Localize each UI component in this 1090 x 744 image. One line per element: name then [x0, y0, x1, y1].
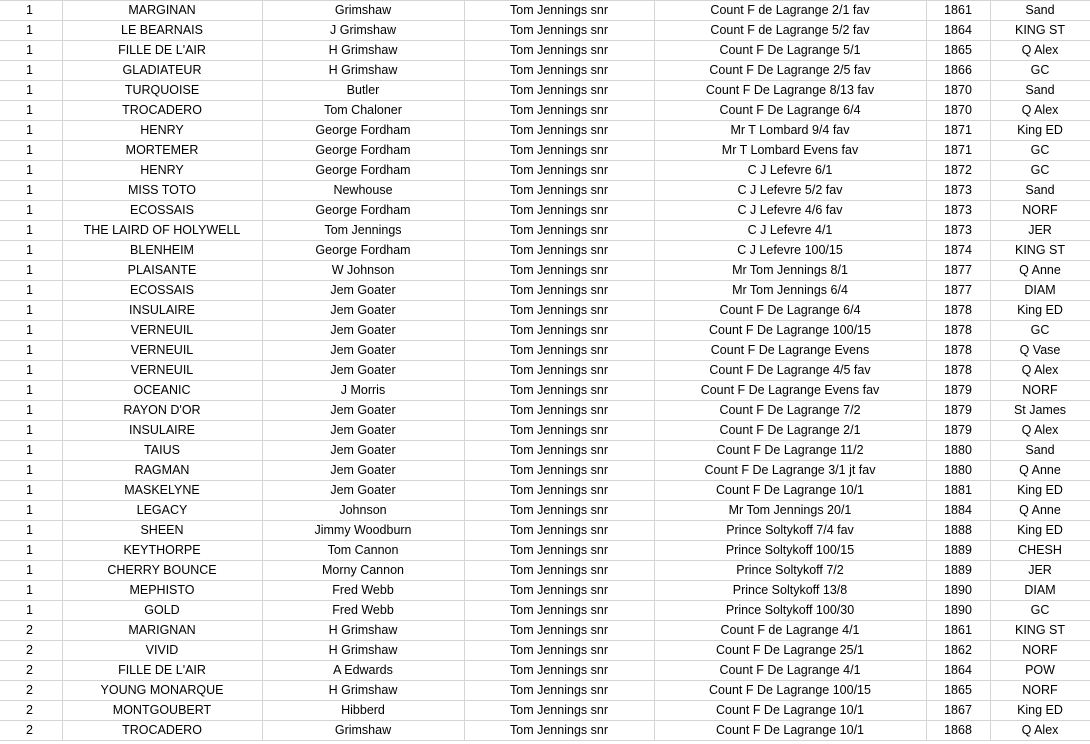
jockey-cell[interactable]: Jem Goater — [262, 401, 464, 421]
trainer-cell[interactable]: Tom Jennings snr — [464, 701, 654, 721]
position-cell[interactable]: 1 — [0, 361, 62, 381]
trainer-cell[interactable]: Tom Jennings snr — [464, 421, 654, 441]
position-cell[interactable]: 1 — [0, 1, 62, 21]
race-cell[interactable]: Q Alex — [990, 361, 1090, 381]
table-row — [0, 621, 1090, 641]
year-cell[interactable]: 1890 — [926, 581, 990, 601]
year-cell[interactable]: 1867 — [926, 701, 990, 721]
jockey-cell[interactable]: J Grimshaw — [262, 21, 464, 41]
jockey-cell[interactable]: Jem Goater — [262, 321, 464, 341]
year-cell[interactable]: 1880 — [926, 441, 990, 461]
table-row — [0, 101, 1090, 121]
trainer-cell[interactable]: Tom Jennings snr — [464, 121, 654, 141]
horse-cell[interactable]: FILLE DE L'AIR — [62, 41, 262, 61]
race-cell[interactable]: Q Alex — [990, 721, 1090, 741]
owner-odds-cell[interactable]: Prince Soltykoff 100/15 — [654, 541, 926, 561]
year-cell[interactable]: 1862 — [926, 641, 990, 661]
year-cell[interactable]: 1864 — [926, 21, 990, 41]
owner-odds-cell[interactable]: C J Lefevre 100/15 — [654, 241, 926, 261]
jockey-cell[interactable]: George Fordham — [262, 241, 464, 261]
owner-odds-cell[interactable]: Mr Tom Jennings 20/1 — [654, 501, 926, 521]
trainer-cell[interactable]: Tom Jennings snr — [464, 681, 654, 701]
jockey-cell[interactable]: Johnson — [262, 501, 464, 521]
trainer-cell[interactable]: Tom Jennings snr — [464, 101, 654, 121]
horse-cell[interactable]: RAYON D'OR — [62, 401, 262, 421]
race-cell[interactable]: POW — [990, 661, 1090, 681]
horse-cell[interactable]: CHERRY BOUNCE — [62, 561, 262, 581]
year-cell[interactable]: 1865 — [926, 681, 990, 701]
owner-odds-cell[interactable]: Count F De Lagrange 25/1 — [654, 641, 926, 661]
year-cell[interactable]: 1872 — [926, 161, 990, 181]
position-cell[interactable]: 1 — [0, 141, 62, 161]
race-cell[interactable]: Sand — [990, 181, 1090, 201]
trainer-cell[interactable]: Tom Jennings snr — [464, 41, 654, 61]
position-cell[interactable]: 1 — [0, 321, 62, 341]
owner-odds-cell[interactable]: Count F De Lagrange 10/1 — [654, 721, 926, 741]
trainer-cell[interactable]: Tom Jennings snr — [464, 401, 654, 421]
year-cell[interactable]: 1871 — [926, 141, 990, 161]
year-cell[interactable]: 1870 — [926, 101, 990, 121]
table-row — [0, 41, 1090, 61]
trainer-cell[interactable]: Tom Jennings snr — [464, 321, 654, 341]
table-row — [0, 421, 1090, 441]
year-cell[interactable]: 1873 — [926, 221, 990, 241]
owner-odds-cell[interactable]: Count F De Lagrange 2/5 fav — [654, 61, 926, 81]
trainer-cell[interactable]: Tom Jennings snr — [464, 561, 654, 581]
horse-cell[interactable]: VERNEUIL — [62, 321, 262, 341]
jockey-cell[interactable]: Jem Goater — [262, 281, 464, 301]
position-cell[interactable]: 1 — [0, 161, 62, 181]
horse-cell[interactable]: VERNEUIL — [62, 361, 262, 381]
jockey-cell[interactable]: George Fordham — [262, 121, 464, 141]
position-cell[interactable]: 1 — [0, 301, 62, 321]
table-row — [0, 561, 1090, 581]
position-cell[interactable]: 1 — [0, 61, 62, 81]
owner-odds-cell[interactable]: Count F De Lagrange 100/15 — [654, 681, 926, 701]
trainer-cell[interactable]: Tom Jennings snr — [464, 221, 654, 241]
position-cell[interactable]: 1 — [0, 581, 62, 601]
table-row — [0, 241, 1090, 261]
position-cell[interactable]: 1 — [0, 221, 62, 241]
trainer-cell[interactable]: Tom Jennings snr — [464, 461, 654, 481]
position-cell[interactable]: 1 — [0, 21, 62, 41]
horse-cell[interactable]: TROCADERO — [62, 101, 262, 121]
position-cell[interactable]: 1 — [0, 381, 62, 401]
owner-odds-cell[interactable]: Mr T Lombard 9/4 fav — [654, 121, 926, 141]
position-cell[interactable]: 1 — [0, 561, 62, 581]
race-cell[interactable]: KING ST — [990, 21, 1090, 41]
table-row — [0, 441, 1090, 461]
race-cell[interactable]: Q Alex — [990, 101, 1090, 121]
trainer-cell[interactable]: Tom Jennings snr — [464, 641, 654, 661]
table-row — [0, 721, 1090, 741]
position-cell[interactable]: 1 — [0, 341, 62, 361]
horse-cell[interactable]: MARGINAN — [62, 1, 262, 21]
race-cell[interactable]: DIAM — [990, 581, 1090, 601]
table-row — [0, 81, 1090, 101]
owner-odds-cell[interactable]: Count F De Lagrange 5/1 — [654, 41, 926, 61]
year-cell[interactable]: 1881 — [926, 481, 990, 501]
owner-odds-cell[interactable]: C J Lefevre 4/1 — [654, 221, 926, 241]
table-row — [0, 321, 1090, 341]
owner-odds-cell[interactable]: Mr Tom Jennings 6/4 — [654, 281, 926, 301]
owner-odds-cell[interactable]: Count F de Lagrange 4/1 — [654, 621, 926, 641]
trainer-cell[interactable]: Tom Jennings snr — [464, 601, 654, 621]
table-row — [0, 641, 1090, 661]
year-cell[interactable]: 1880 — [926, 461, 990, 481]
table-row — [0, 1, 1090, 21]
race-cell[interactable]: Q Anne — [990, 261, 1090, 281]
trainer-cell[interactable]: Tom Jennings snr — [464, 361, 654, 381]
horse-cell[interactable]: TROCADERO — [62, 721, 262, 741]
trainer-cell[interactable]: Tom Jennings snr — [464, 301, 654, 321]
owner-odds-cell[interactable]: Count F De Lagrange 8/13 fav — [654, 81, 926, 101]
horse-cell[interactable]: MEPHISTO — [62, 581, 262, 601]
owner-odds-cell[interactable]: Count F De Lagrange 4/1 — [654, 661, 926, 681]
jockey-cell[interactable]: George Fordham — [262, 141, 464, 161]
jockey-cell[interactable]: Jimmy Woodburn — [262, 521, 464, 541]
owner-odds-cell[interactable]: C J Lefevre 6/1 — [654, 161, 926, 181]
horse-cell[interactable]: MARIGNAN — [62, 621, 262, 641]
owner-odds-cell[interactable]: C J Lefevre 4/6 fav — [654, 201, 926, 221]
year-cell[interactable]: 1871 — [926, 121, 990, 141]
year-cell[interactable]: 1861 — [926, 621, 990, 641]
horse-cell[interactable]: VERNEUIL — [62, 341, 262, 361]
position-cell[interactable]: 1 — [0, 601, 62, 621]
trainer-cell[interactable]: Tom Jennings snr — [464, 381, 654, 401]
table-row — [0, 141, 1090, 161]
horse-cell[interactable]: HENRY — [62, 121, 262, 141]
race-cell[interactable]: GC — [990, 141, 1090, 161]
table-row — [0, 21, 1090, 41]
owner-odds-cell[interactable]: Count F De Lagrange 6/4 — [654, 301, 926, 321]
jockey-cell[interactable]: Jem Goater — [262, 441, 464, 461]
owner-odds-cell[interactable]: Mr T Lombard Evens fav — [654, 141, 926, 161]
year-cell[interactable]: 1889 — [926, 561, 990, 581]
position-cell[interactable]: 2 — [0, 721, 62, 741]
year-cell[interactable]: 1861 — [926, 1, 990, 21]
race-cell[interactable]: JER — [990, 561, 1090, 581]
horse-cell[interactable]: GOLD — [62, 601, 262, 621]
horse-cell[interactable]: LE BEARNAIS — [62, 21, 262, 41]
horse-cell[interactable]: ECOSSAIS — [62, 281, 262, 301]
horse-cell[interactable]: TAIUS — [62, 441, 262, 461]
horse-cell[interactable]: YOUNG MONARQUE — [62, 681, 262, 701]
trainer-cell[interactable]: Tom Jennings snr — [464, 81, 654, 101]
horse-cell[interactable]: KEYTHORPE — [62, 541, 262, 561]
year-cell[interactable]: 1877 — [926, 261, 990, 281]
race-cell[interactable]: GC — [990, 321, 1090, 341]
race-cell[interactable]: King ED — [990, 481, 1090, 501]
horse-cell[interactable]: INSULAIRE — [62, 301, 262, 321]
year-cell[interactable]: 1874 — [926, 241, 990, 261]
table-row — [0, 681, 1090, 701]
jockey-cell[interactable]: Jem Goater — [262, 481, 464, 501]
race-cell[interactable]: Sand — [990, 441, 1090, 461]
position-cell[interactable]: 1 — [0, 421, 62, 441]
race-cell[interactable]: NORF — [990, 381, 1090, 401]
table-row — [0, 361, 1090, 381]
jockey-cell[interactable]: H Grimshaw — [262, 41, 464, 61]
jockey-cell[interactable]: Butler — [262, 81, 464, 101]
trainer-cell[interactable]: Tom Jennings snr — [464, 521, 654, 541]
year-cell[interactable]: 1890 — [926, 601, 990, 621]
table-row — [0, 181, 1090, 201]
race-cell[interactable]: KING ST — [990, 621, 1090, 641]
trainer-cell[interactable]: Tom Jennings snr — [464, 481, 654, 501]
table-row — [0, 461, 1090, 481]
table-row — [0, 381, 1090, 401]
table-row — [0, 61, 1090, 81]
table-row — [0, 501, 1090, 521]
position-cell[interactable]: 2 — [0, 701, 62, 721]
jockey-cell[interactable]: Newhouse — [262, 181, 464, 201]
race-cell[interactable]: King ED — [990, 301, 1090, 321]
table-row — [0, 161, 1090, 181]
owner-odds-cell[interactable]: Count F de Lagrange 5/2 fav — [654, 21, 926, 41]
race-cell[interactable]: NORF — [990, 201, 1090, 221]
horse-cell[interactable]: VIVID — [62, 641, 262, 661]
race-cell[interactable]: KING ST — [990, 241, 1090, 261]
year-cell[interactable]: 1878 — [926, 341, 990, 361]
horse-cell[interactable]: BLENHEIM — [62, 241, 262, 261]
owner-odds-cell[interactable]: Prince Soltykoff 7/4 fav — [654, 521, 926, 541]
trainer-cell[interactable]: Tom Jennings snr — [464, 721, 654, 741]
race-cell[interactable]: King ED — [990, 121, 1090, 141]
year-cell[interactable]: 1879 — [926, 381, 990, 401]
table-row — [0, 341, 1090, 361]
race-cell[interactable]: Q Anne — [990, 501, 1090, 521]
owner-odds-cell[interactable]: Count F De Lagrange 10/1 — [654, 481, 926, 501]
year-cell[interactable]: 1868 — [926, 721, 990, 741]
trainer-cell[interactable]: Tom Jennings snr — [464, 1, 654, 21]
position-cell[interactable]: 1 — [0, 481, 62, 501]
year-cell[interactable]: 1866 — [926, 61, 990, 81]
position-cell[interactable]: 1 — [0, 521, 62, 541]
jockey-cell[interactable]: Morny Cannon — [262, 561, 464, 581]
jockey-cell[interactable]: George Fordham — [262, 201, 464, 221]
position-cell[interactable]: 1 — [0, 121, 62, 141]
year-cell[interactable]: 1888 — [926, 521, 990, 541]
trainer-cell[interactable]: Tom Jennings snr — [464, 21, 654, 41]
race-cell[interactable]: Sand — [990, 81, 1090, 101]
horse-cell[interactable]: MORTEMER — [62, 141, 262, 161]
race-cell[interactable]: NORF — [990, 681, 1090, 701]
table-row — [0, 261, 1090, 281]
trainer-cell[interactable]: Tom Jennings snr — [464, 141, 654, 161]
table-row — [0, 201, 1090, 221]
race-cell[interactable]: GC — [990, 161, 1090, 181]
jockey-cell[interactable]: Tom Jennings — [262, 221, 464, 241]
table-row — [0, 581, 1090, 601]
table-row — [0, 221, 1090, 241]
horse-cell[interactable]: GLADIATEUR — [62, 61, 262, 81]
table-row — [0, 301, 1090, 321]
horse-cell[interactable]: HENRY — [62, 161, 262, 181]
horse-cell[interactable]: MONTGOUBERT — [62, 701, 262, 721]
year-cell[interactable]: 1879 — [926, 401, 990, 421]
horse-cell[interactable]: INSULAIRE — [62, 421, 262, 441]
trainer-cell[interactable]: Tom Jennings snr — [464, 581, 654, 601]
horse-cell[interactable]: SHEEN — [62, 521, 262, 541]
race-cell[interactable]: JER — [990, 221, 1090, 241]
owner-odds-cell[interactable]: Count F De Lagrange 2/1 — [654, 421, 926, 441]
owner-odds-cell[interactable]: C J Lefevre 5/2 fav — [654, 181, 926, 201]
year-cell[interactable]: 1878 — [926, 361, 990, 381]
trainer-cell[interactable]: Tom Jennings snr — [464, 201, 654, 221]
table-row — [0, 481, 1090, 501]
race-cell[interactable]: Q Alex — [990, 41, 1090, 61]
trainer-cell[interactable]: Tom Jennings snr — [464, 181, 654, 201]
race-cell[interactable]: CHESH — [990, 541, 1090, 561]
trainer-cell[interactable]: Tom Jennings snr — [464, 281, 654, 301]
owner-odds-cell[interactable]: Count F De Lagrange Evens fav — [654, 381, 926, 401]
position-cell[interactable]: 1 — [0, 461, 62, 481]
table-row — [0, 601, 1090, 621]
position-cell[interactable]: 1 — [0, 501, 62, 521]
trainer-cell[interactable]: Tom Jennings snr — [464, 261, 654, 281]
table-row — [0, 661, 1090, 681]
jockey-cell[interactable]: Fred Webb — [262, 601, 464, 621]
horse-cell[interactable]: OCEANIC — [62, 381, 262, 401]
owner-odds-cell[interactable]: Prince Soltykoff 100/30 — [654, 601, 926, 621]
year-cell[interactable]: 1879 — [926, 421, 990, 441]
jockey-cell[interactable]: A Edwards — [262, 661, 464, 681]
jockey-cell[interactable]: Jem Goater — [262, 461, 464, 481]
jockey-cell[interactable]: H Grimshaw — [262, 681, 464, 701]
jockey-cell[interactable]: Fred Webb — [262, 581, 464, 601]
jockey-cell[interactable]: Jem Goater — [262, 301, 464, 321]
jockey-cell[interactable]: H Grimshaw — [262, 621, 464, 641]
position-cell[interactable]: 1 — [0, 101, 62, 121]
jockey-cell[interactable]: H Grimshaw — [262, 641, 464, 661]
position-cell[interactable]: 1 — [0, 281, 62, 301]
jockey-cell[interactable]: W Johnson — [262, 261, 464, 281]
race-cell[interactable]: GC — [990, 61, 1090, 81]
owner-odds-cell[interactable]: Prince Soltykoff 7/2 — [654, 561, 926, 581]
year-cell[interactable]: 1878 — [926, 321, 990, 341]
horse-cell[interactable]: MISS TOTO — [62, 181, 262, 201]
owner-odds-cell[interactable]: Mr Tom Jennings 8/1 — [654, 261, 926, 281]
race-cell[interactable]: Sand — [990, 1, 1090, 21]
race-cell[interactable]: GC — [990, 601, 1090, 621]
position-cell[interactable]: 1 — [0, 41, 62, 61]
jockey-cell[interactable]: Grimshaw — [262, 1, 464, 21]
race-cell[interactable]: St James — [990, 401, 1090, 421]
trainer-cell[interactable]: Tom Jennings snr — [464, 161, 654, 181]
position-cell[interactable]: 2 — [0, 641, 62, 661]
year-cell[interactable]: 1864 — [926, 661, 990, 681]
owner-odds-cell[interactable]: Count F de Lagrange 2/1 fav — [654, 1, 926, 21]
position-cell[interactable]: 1 — [0, 241, 62, 261]
owner-odds-cell[interactable]: Count F De Lagrange 6/4 — [654, 101, 926, 121]
trainer-cell[interactable]: Tom Jennings snr — [464, 541, 654, 561]
owner-odds-cell[interactable]: Count F De Lagrange 7/2 — [654, 401, 926, 421]
owner-odds-cell[interactable]: Prince Soltykoff 13/8 — [654, 581, 926, 601]
table-row — [0, 541, 1090, 561]
table-row — [0, 701, 1090, 721]
trainer-cell[interactable]: Tom Jennings snr — [464, 61, 654, 81]
jockey-cell[interactable]: Tom Chaloner — [262, 101, 464, 121]
jockey-cell[interactable]: George Fordham — [262, 161, 464, 181]
year-cell[interactable]: 1873 — [926, 181, 990, 201]
year-cell[interactable]: 1873 — [926, 201, 990, 221]
jockey-cell[interactable]: Hibberd — [262, 701, 464, 721]
horse-cell[interactable]: FILLE DE L'AIR — [62, 661, 262, 681]
trainer-cell[interactable]: Tom Jennings snr — [464, 661, 654, 681]
table-row — [0, 521, 1090, 541]
owner-odds-cell[interactable]: Count F De Lagrange 10/1 — [654, 701, 926, 721]
position-cell[interactable]: 1 — [0, 401, 62, 421]
race-cell[interactable]: King ED — [990, 521, 1090, 541]
owner-odds-cell[interactable]: Count F De Lagrange 3/1 jt fav — [654, 461, 926, 481]
jockey-cell[interactable]: H Grimshaw — [262, 61, 464, 81]
position-cell[interactable]: 2 — [0, 661, 62, 681]
trainer-cell[interactable]: Tom Jennings snr — [464, 621, 654, 641]
jockey-cell[interactable]: Tom Cannon — [262, 541, 464, 561]
horse-cell[interactable]: RAGMAN — [62, 461, 262, 481]
table-row — [0, 401, 1090, 421]
trainer-cell[interactable]: Tom Jennings snr — [464, 501, 654, 521]
horse-cell[interactable]: THE LAIRD OF HOLYWELL — [62, 221, 262, 241]
trainer-cell[interactable]: Tom Jennings snr — [464, 341, 654, 361]
year-cell[interactable]: 1878 — [926, 301, 990, 321]
owner-odds-cell[interactable]: Count F De Lagrange Evens — [654, 341, 926, 361]
race-cell[interactable]: King ED — [990, 701, 1090, 721]
horse-cell[interactable]: LEGACY — [62, 501, 262, 521]
horse-cell[interactable]: MASKELYNE — [62, 481, 262, 501]
position-cell[interactable]: 2 — [0, 621, 62, 641]
position-cell[interactable]: 1 — [0, 201, 62, 221]
trainer-cell[interactable]: Tom Jennings snr — [464, 441, 654, 461]
race-cell[interactable]: Q Anne — [990, 461, 1090, 481]
year-cell[interactable]: 1877 — [926, 281, 990, 301]
table-body — [0, 1, 1090, 741]
race-cell[interactable]: NORF — [990, 641, 1090, 661]
race-cell[interactable]: Q Alex — [990, 421, 1090, 441]
jockey-cell[interactable]: J Morris — [262, 381, 464, 401]
race-cell[interactable]: DIAM — [990, 281, 1090, 301]
jockey-cell[interactable]: Grimshaw — [262, 721, 464, 741]
jockey-cell[interactable]: Jem Goater — [262, 421, 464, 441]
owner-odds-cell[interactable]: Count F De Lagrange 11/2 — [654, 441, 926, 461]
owner-odds-cell[interactable]: Count F De Lagrange 100/15 — [654, 321, 926, 341]
year-cell[interactable]: 1884 — [926, 501, 990, 521]
year-cell[interactable]: 1870 — [926, 81, 990, 101]
horse-cell[interactable]: TURQUOISE — [62, 81, 262, 101]
position-cell[interactable]: 1 — [0, 261, 62, 281]
trainer-cell[interactable]: Tom Jennings snr — [464, 241, 654, 261]
position-cell[interactable]: 1 — [0, 541, 62, 561]
jockey-cell[interactable]: Jem Goater — [262, 341, 464, 361]
jockey-cell[interactable]: Jem Goater — [262, 361, 464, 381]
year-cell[interactable]: 1865 — [926, 41, 990, 61]
horse-cell[interactable]: ECOSSAIS — [62, 201, 262, 221]
year-cell[interactable]: 1889 — [926, 541, 990, 561]
horse-cell[interactable]: PLAISANTE — [62, 261, 262, 281]
race-cell[interactable]: Q Vase — [990, 341, 1090, 361]
position-cell[interactable]: 2 — [0, 681, 62, 701]
table-row — [0, 281, 1090, 301]
position-cell[interactable]: 1 — [0, 441, 62, 461]
position-cell[interactable]: 1 — [0, 181, 62, 201]
owner-odds-cell[interactable]: Count F De Lagrange 4/5 fav — [654, 361, 926, 381]
table-row — [0, 121, 1090, 141]
position-cell[interactable]: 1 — [0, 81, 62, 101]
